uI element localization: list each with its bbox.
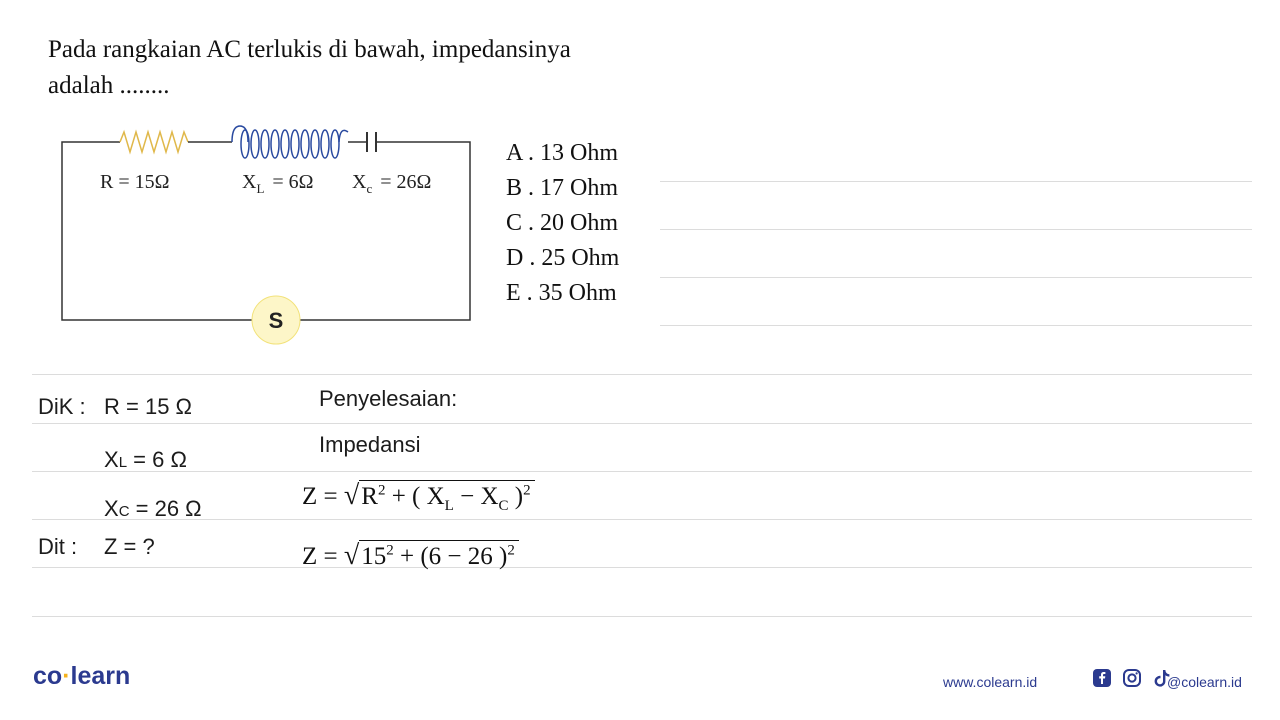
solution-subheading: Impedansi: [319, 432, 421, 457]
resistor-symbol: [120, 132, 188, 152]
capacitive-reactance-label: $X_c = 26\Omega$: [352, 171, 432, 196]
social-handle[interactable]: @colearn.id: [1167, 674, 1242, 690]
choice-a: A . 13 Ohm: [506, 140, 619, 166]
logo-dot: ·: [62, 662, 71, 690]
ac-source-symbol: S: [268, 308, 284, 333]
choice-c: C . 20 Ohm: [506, 210, 619, 236]
asked-value: Z = ?: [104, 534, 155, 559]
impedance-formula: $Z = √R^2$ + ( $X_L - X_C$ )$^2$: [302, 480, 535, 515]
solution-heading: Penyelesaian:: [319, 386, 458, 411]
substituted-formula: $Z = √15^2 + (6 - 26$ )$^2$: [302, 540, 519, 572]
dit-label: Dit :: [38, 534, 78, 559]
question-text: [48, 32, 668, 104]
question-line-2: adalah ........: [48, 72, 170, 99]
ruled-line: [32, 423, 1252, 424]
sqrt-sign: √: [343, 540, 360, 571]
resistor-label: R = 15Ω: [100, 171, 170, 193]
ruled-line: [660, 325, 1252, 326]
known-resistance: R = 15 Ω: [104, 394, 192, 419]
known-inductive-reactance: XL = 6 Ω: [104, 447, 187, 472]
choice-b: B . 17 Ohm: [506, 175, 619, 201]
ruled-line: [660, 181, 1252, 182]
ruled-line: [660, 277, 1252, 278]
ruled-line: [32, 519, 1252, 520]
choice-e: E . 35 Ohm: [506, 280, 617, 306]
question-line-1: Pada rangkaian AC terlukis di bawah, impedansinya: [48, 36, 571, 63]
social-icons: [1092, 668, 1171, 688]
ruled-line: [32, 567, 1252, 568]
website-url[interactable]: www.colearn.id: [943, 674, 1038, 690]
circuit-wire: [62, 142, 252, 320]
choice-d: D . 25 Ohm: [506, 245, 620, 271]
instagram-icon[interactable]: [1122, 668, 1142, 688]
inductive-reactance-label: $X_L = 6\Omega$: [242, 171, 314, 196]
dik-label: DiK :: [38, 394, 86, 419]
sqrt-sign: √: [343, 480, 360, 511]
ruled-line: [32, 471, 1252, 472]
ruled-line: [32, 374, 1252, 375]
colearn-logo: co·learn: [33, 662, 131, 690]
circuit-wire: [294, 142, 470, 320]
circuit-diagram: [60, 112, 480, 352]
known-capacitive-reactance: XC = 26 Ω: [104, 496, 202, 521]
ruled-line: [660, 229, 1252, 230]
facebook-icon[interactable]: [1092, 668, 1112, 688]
inductor-symbol: [232, 126, 348, 158]
ruled-line: [32, 616, 1252, 617]
